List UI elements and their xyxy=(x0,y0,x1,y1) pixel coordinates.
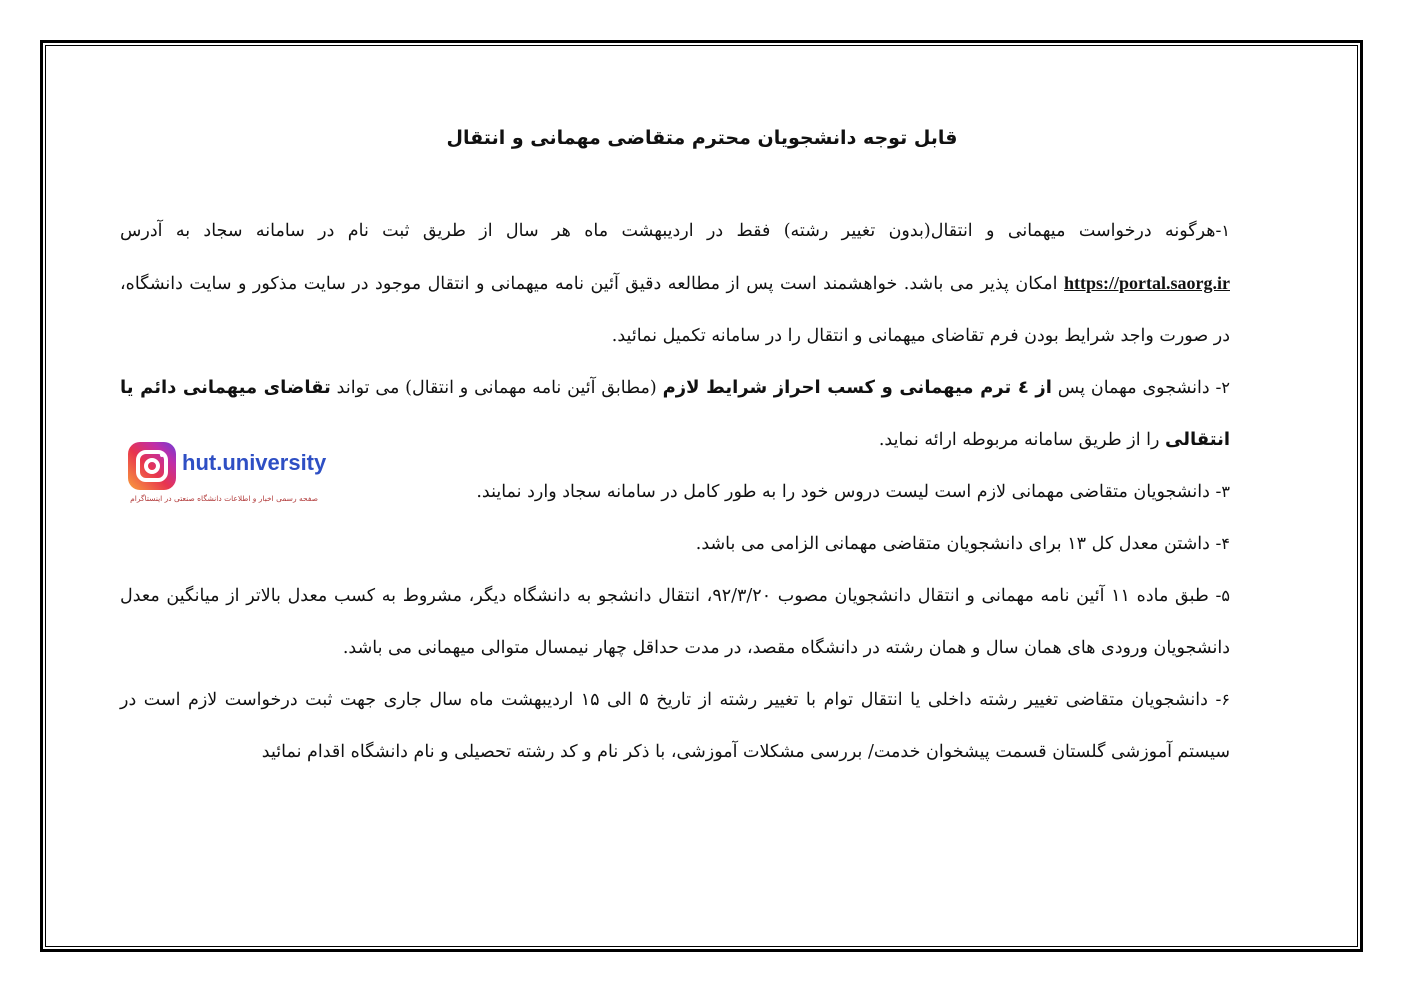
instagram-icon xyxy=(128,442,176,490)
item-emphasis: تقاضای میهمانی دائم یا انتقالی xyxy=(120,377,1230,450)
instagram-handle[interactable]: hut.university xyxy=(182,450,327,475)
item-6 xyxy=(120,674,1230,778)
item-text: را از طریق سامانه مربوطه ارائه نماید. xyxy=(878,430,1160,450)
item-number: ۲ xyxy=(1221,378,1230,397)
item-text: - داشتن معدل کل ۱۳ برای دانشجویان متقاضی مهمانی الزامی می باشد. xyxy=(695,534,1222,554)
item-number: ۵ xyxy=(1221,586,1230,605)
item-text: (مطابق آئین نامه مهمانی و انتقال) می تواند xyxy=(336,378,657,398)
item-number: ۳ xyxy=(1221,482,1230,501)
item-emphasis: از ٤ ترم میهمانی و کسب احراز شرایط لازم xyxy=(662,377,1052,398)
item-text: امکان پذیر می باشد. خواهشمند است پس از مطالعه دقیق آئین نامه میهمانی و انتقال موجود در سایت مذکور و سایت دانشگاه، در صورت واجد شرایط بودن فرم تقاضای میهمانی و انتقال را در سامانه تکمیل نمائید. xyxy=(120,274,1230,346)
item-text: - دانشجوی مهمان پس xyxy=(1057,378,1222,398)
item-text: - دانشجویان متقاضی مهمانی لازم است لیست دروس خود را به طور کامل در سامانه سجاد وارد نمایند. xyxy=(476,482,1222,502)
item-text: - طبق ماده ۱۱ آئین نامه مهمانی و انتقال دانشجویان مصوب ۹۲/۳/۲۰، انتقال دانشجو به دانشگاه دیگر، مشروط به کسب معدل بالاتر از میانگین معدل دانشجویان ورودی های همان سال و همان رشته در دانشگاه مقصد، در مدت حداقل چهار نیمسال متوالی میهمانی می باشد. xyxy=(120,586,1230,658)
item-number: ۱ xyxy=(1221,221,1230,240)
item-text: -هرگونه درخواست میهمانی و انتقال(بدون تغییر رشته) فقط در اردیبهشت ماه هر سال از طریق ثبت نام در سامانه سجاد به آدرس xyxy=(120,221,1222,241)
item-number: ۴ xyxy=(1221,534,1230,553)
item-5 xyxy=(120,570,1230,674)
instagram-watermark[interactable] xyxy=(128,442,328,508)
portal-link[interactable]: https://portal.saorg.ir xyxy=(1064,273,1230,293)
item-number: ۶ xyxy=(1221,690,1230,709)
item-text: - دانشجویان متقاضی تغییر رشته داخلی یا انتقال توام با تغییر رشته از تاریخ ۵ الی ۱۵ اردیبهشت ماه سال جاری جهت ثبت درخواست لازم است در سیستم آموزشی گلستان قسمت پیشخوان خدمت/ بررسی مشکلات آموزشی، با ذکر نام و کد رشته تحصیلی و نام دانشگاه اقدام نمائید xyxy=(120,690,1230,762)
item-1 xyxy=(120,205,1230,362)
notice-title: قابل توجه دانشجویان محترم متقاضی مهمانی و انتقال xyxy=(446,127,958,149)
item-4 xyxy=(120,518,1230,570)
instagram-caption: صفحه رسمی اخبار و اطلاعات دانشگاه صنعتی در اینستاگرام xyxy=(130,494,318,503)
